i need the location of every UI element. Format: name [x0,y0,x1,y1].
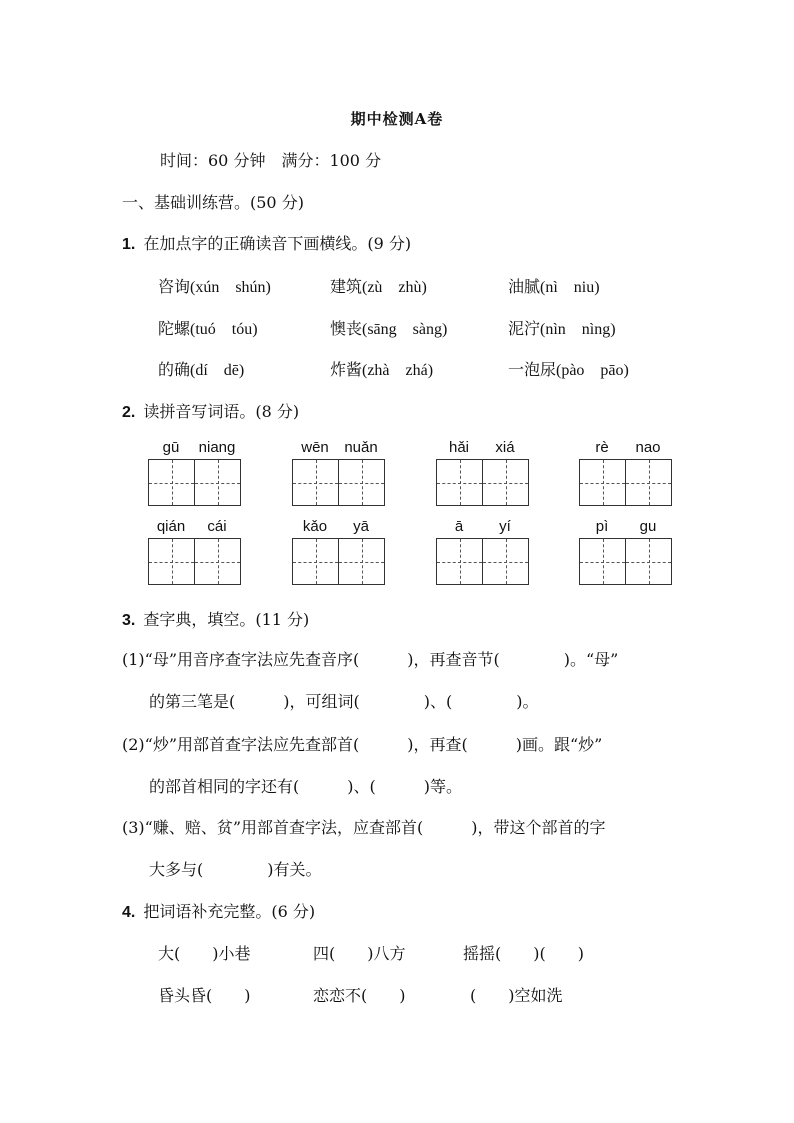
pinyin-label: ā [454,518,464,535]
question-4-heading [122,899,315,922]
question-line: 的部首相同的字还有( )、( )等。 [149,777,462,796]
writing-cell[interactable] [148,538,195,585]
word-grid [292,518,385,585]
section-heading: 一、基础训练营。(50 分) [122,193,304,212]
question-number: 4. [122,904,136,921]
writing-cell[interactable] [194,538,241,585]
question-text: 在加点字的正确读音下画横线。(9 分) [143,234,412,253]
exam-info: 时间：60 分钟 满分：100 分 [160,151,382,170]
pinyin-label: qián [156,518,186,535]
question-text: 把词语补充完整。(6 分) [143,902,316,921]
pinyin-option-item: 油腻(nì niu) [508,279,600,296]
pinyin-label: nuǎn [344,439,378,456]
idiom-item: 大( )小巷 [158,944,251,963]
pinyin-label: nao [635,439,661,456]
pinyin-option-item: 的确(dí dē) [158,362,245,379]
writing-cell[interactable] [338,538,385,585]
word-grid [579,518,672,585]
page-title: 期中检测A卷 [350,110,444,128]
pinyin-label: xiá [495,439,515,456]
writing-cell[interactable] [625,538,672,585]
pinyin-label: wēn [301,439,329,456]
pinyin-option-item: 建筑(zù zhù) [330,279,427,296]
question-number: 2. [122,404,136,421]
pinyin-option-item: 咨询(xún shún) [158,279,271,296]
question-2-heading [122,399,299,422]
word-grid [436,518,529,585]
idiom-item: 四( )八方 [313,944,406,963]
writing-cell[interactable] [579,538,626,585]
question-line: (3)“赚、赔、贫”用部首查字法，应查部首( )，带这个部首的字 [122,818,606,837]
pinyin-option-item: 一泡尿(pào pāo) [508,362,629,379]
pinyin-label: cái [207,518,227,535]
idiom-item: 昏头昏( ) [158,986,251,1005]
idiom-item: ( )空如洗 [470,986,563,1005]
word-grid [579,439,672,506]
question-number: 3. [122,612,136,629]
writing-cell[interactable] [436,538,483,585]
pinyin-label: gū [162,439,180,456]
pinyin-label: kǎo [302,518,328,535]
writing-cell[interactable] [482,538,529,585]
writing-cell[interactable] [292,459,339,506]
question-line: 的第三笔是( )，可组词( )、( )。 [149,692,539,711]
pinyin-label: yí [499,518,511,535]
idiom-item: 摇摇( )( ) [463,944,584,963]
question-3-heading [122,607,309,630]
question-line: (2)“炒”用部首查字法应先查部首( )，再查( )画。跟“炒” [122,735,603,754]
pinyin-label: gu [639,518,657,535]
writing-cell[interactable] [436,459,483,506]
word-grid [148,518,241,585]
pinyin-label: yā [353,518,369,535]
question-text: 读拼音写词语。(8 分) [143,402,300,421]
writing-cell[interactable] [148,459,195,506]
question-text: 查字典，填空。(11 分) [143,610,310,629]
pinyin-label: hǎi [448,439,470,456]
writing-cell[interactable] [194,459,241,506]
writing-cell[interactable] [579,459,626,506]
question-number: 1. [122,236,136,253]
pinyin-label: pì [595,518,609,535]
pinyin-option-item: 懊丧(sāng sàng) [330,321,448,338]
word-grid [436,439,529,506]
idiom-item: 恋恋不( ) [313,986,406,1005]
question-line: 大多与( )有关。 [149,860,322,879]
writing-cell[interactable] [625,459,672,506]
pinyin-option-item: 泥泞(nìn nìng) [508,321,616,338]
pinyin-label: rè [595,439,609,456]
pinyin-label: niang [198,439,236,456]
pinyin-option-item: 陀螺(tuó tóu) [158,321,258,338]
writing-cell[interactable] [292,538,339,585]
writing-cell[interactable] [338,459,385,506]
pinyin-option-item: 炸酱(zhà zhá) [330,362,434,379]
writing-cell[interactable] [482,459,529,506]
word-grid [292,439,385,506]
word-grid [148,439,241,506]
question-1-heading [122,231,411,254]
question-line: (1)“母”用音序查字法应先查音序( )，再查音节( )。“母” [122,650,619,669]
